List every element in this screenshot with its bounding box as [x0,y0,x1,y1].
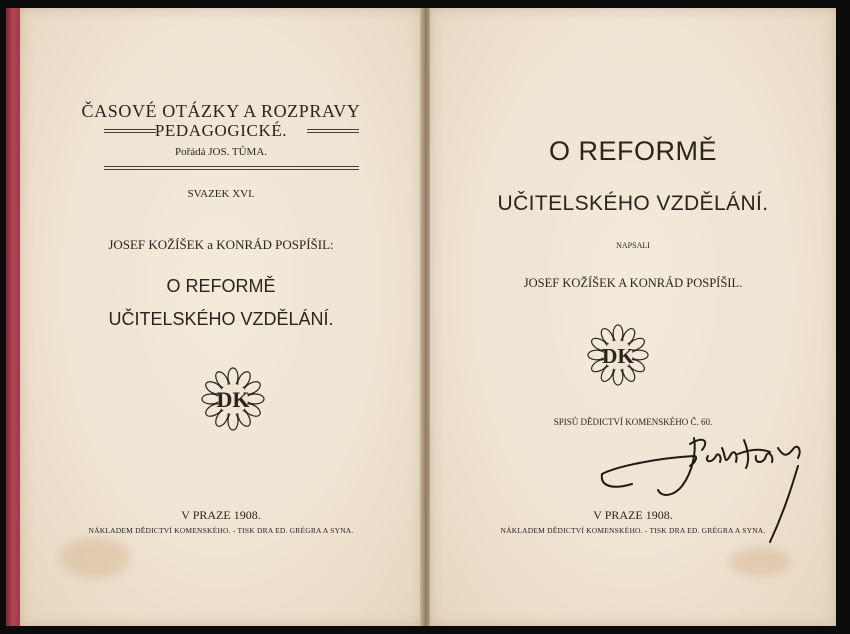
publisher-emblem-icon [586,323,650,387]
series-rule-bottom [104,166,359,170]
publisher-emblem-icon [200,366,266,432]
title-page-title-line1: O REFORMĚ [548,136,717,166]
title-page-publisher: NÁKLADEM DĚDICTVÍ KOMENSKÉHO. - TISK DRA ED. GRÉGRA A SYNA. [500,526,766,535]
napsali-label: NAPSALI [616,241,650,250]
right-page [430,8,836,626]
emblem-monogram: DK [216,387,250,412]
volume-number: SVAZEK XVI. [187,188,255,200]
paper-stain [60,538,130,578]
authors-line: JOSEF KOŽÍŠEK a KONRÁD POSPÍŠIL: [108,237,334,252]
series-title-line2: PEDAGOGICKÉ. [154,121,288,140]
emblem-monogram: DK [602,343,634,368]
title-page-place-year: V PRAZE 1908. [593,508,673,522]
series-title-line1: ČASOVÉ OTÁZKY A ROZPRAVY [81,101,361,121]
book-title-line1: O REFORMĚ [166,276,276,296]
series-editor: Pořádá JOS. TŮMA. [174,146,268,158]
publisher-line: NÁKLADEM DĚDICTVÍ KOMENSKÉHO. - TISK DRA ED. GRÉGRA A SYNA. [88,526,354,535]
title-page-title-line2: UČITELSKÉHO VZDĚLÁNÍ. [497,192,769,215]
paper-stain [730,548,790,576]
book-title-line2: UČITELSKÉHO VZDĚLÁNÍ. [108,309,334,329]
title-page-authors: JOSEF KOŽÍŠEK A KONRÁD POSPÍŠIL. [523,276,743,290]
left-page [20,8,422,626]
place-year: V PRAZE 1908. [181,508,261,522]
series-number: SPISŮ DĚDICTVÍ KOMENSKÉHO Č. 60. [553,417,713,427]
